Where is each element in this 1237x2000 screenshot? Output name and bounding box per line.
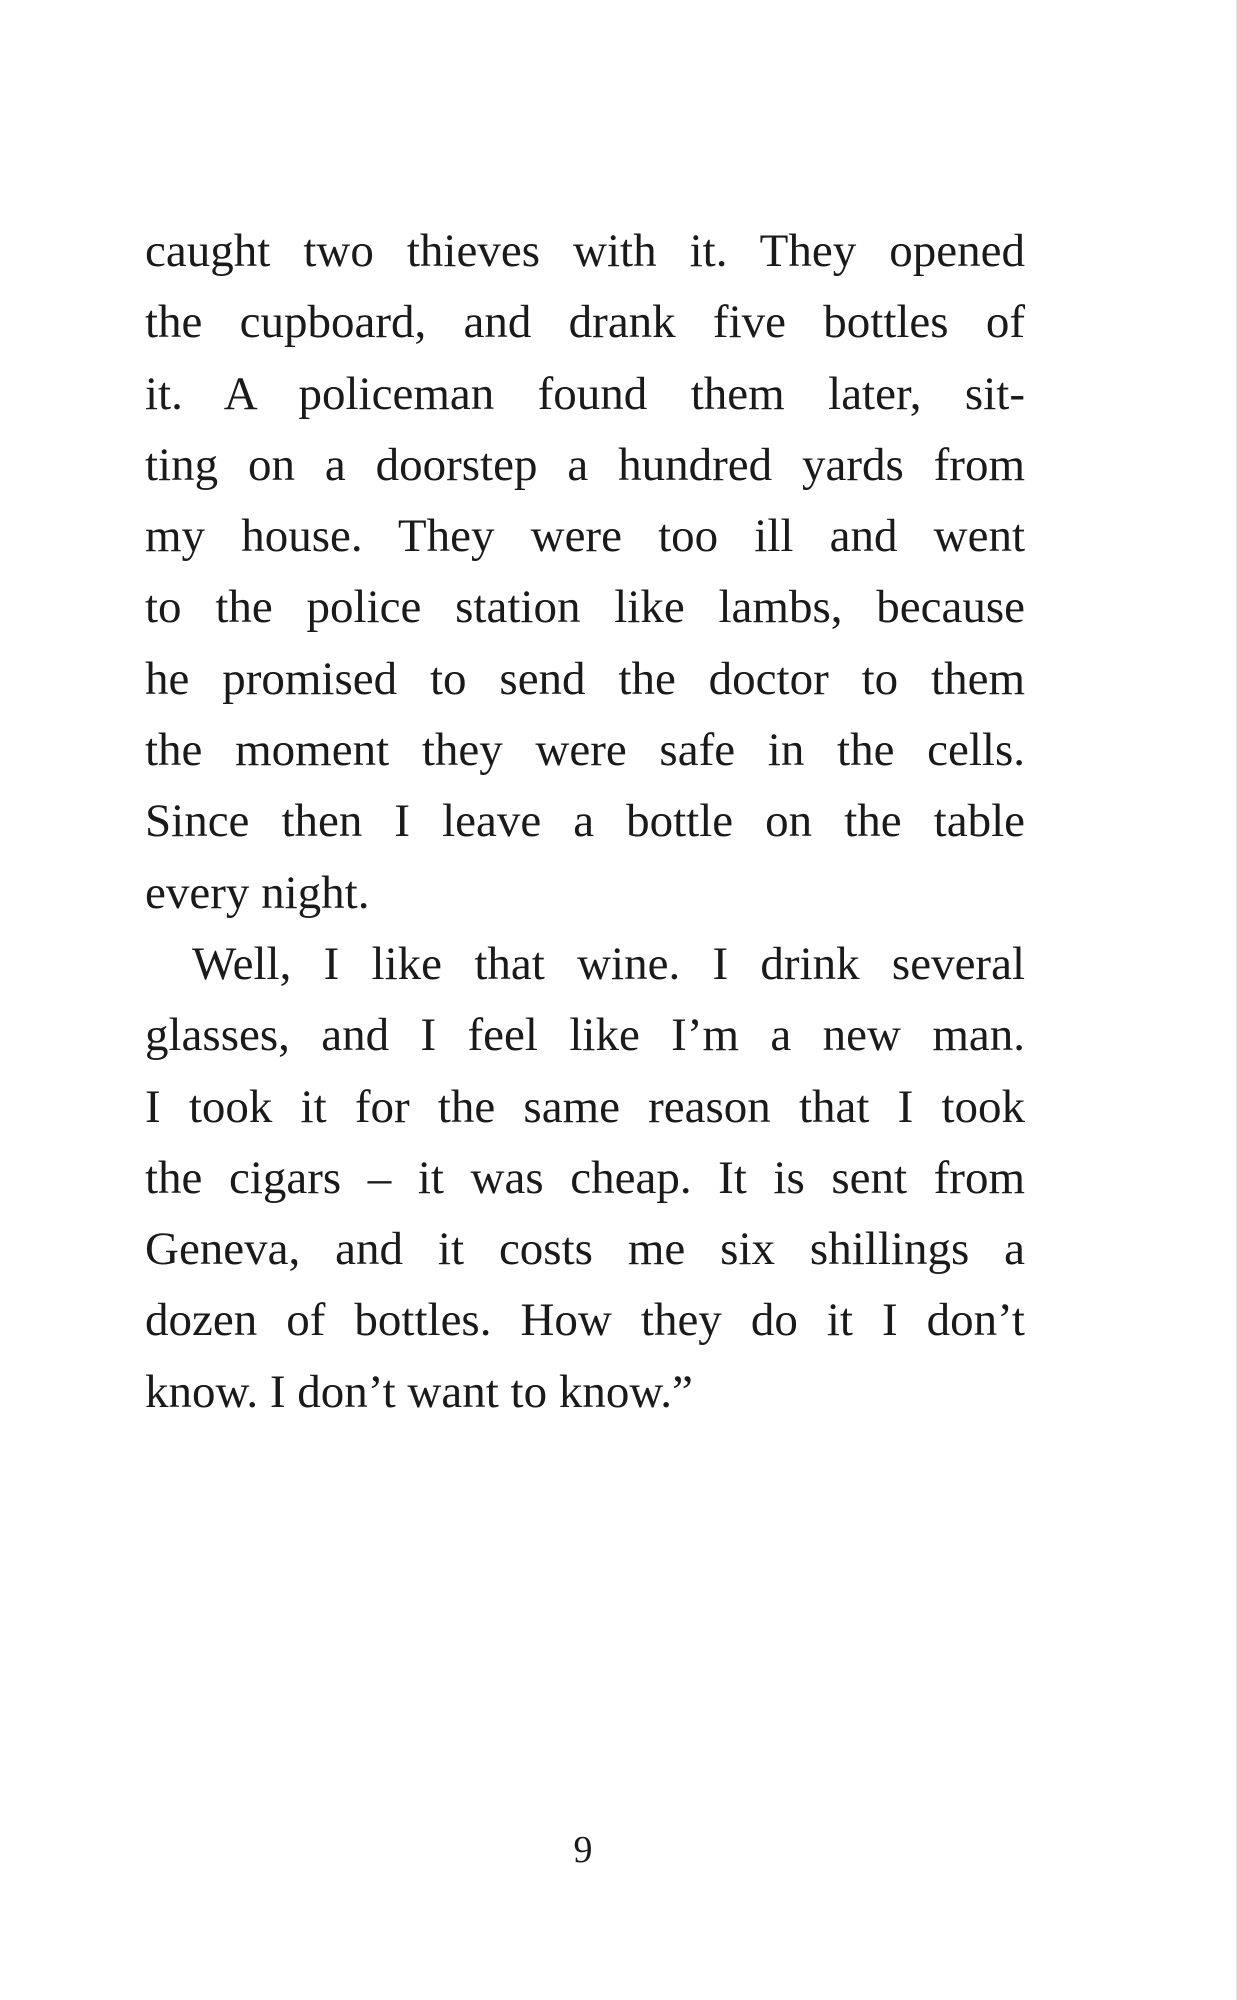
- text-line: my house. They were too ill and went: [145, 510, 1025, 563]
- text-line: the cupboard, and drank five bottles of: [145, 296, 1025, 349]
- paragraph: [145, 216, 1025, 929]
- text-line: he promised to send the doctor to them: [145, 652, 1025, 705]
- text-line: Well, I like that wine. I drink several: [192, 937, 1025, 990]
- text-line: know. I don’t want to know.”: [145, 1365, 693, 1418]
- text-line: dozen of bottles. How they do it I don’t: [145, 1294, 1025, 1347]
- text-line: Geneva, and it costs me six shillings a: [145, 1223, 1025, 1276]
- text-line: the moment they were safe in the cells.: [145, 724, 1025, 777]
- text-line: ting on a doorstep a hundred yards from: [145, 438, 1025, 491]
- text-line: every night.: [145, 866, 370, 919]
- text-line: Since then I leave a bottle on the table: [145, 795, 1025, 848]
- text-line: caught two thieves with it. They opened: [145, 225, 1025, 277]
- text-line: glasses, and I feel like I’m a new man.: [145, 1009, 1025, 1062]
- text-line: to the police station like lambs, because: [145, 581, 1025, 634]
- body-text: [145, 216, 1025, 1428]
- text-line: it. A policeman found them later, sit-: [145, 367, 1025, 420]
- text-line: the cigars – it was cheap. It is sent from: [145, 1151, 1025, 1204]
- page-number: 9: [573, 1829, 593, 1871]
- paragraph: [145, 929, 1025, 1428]
- text-line: I took it for the same reason that I took: [145, 1080, 1025, 1133]
